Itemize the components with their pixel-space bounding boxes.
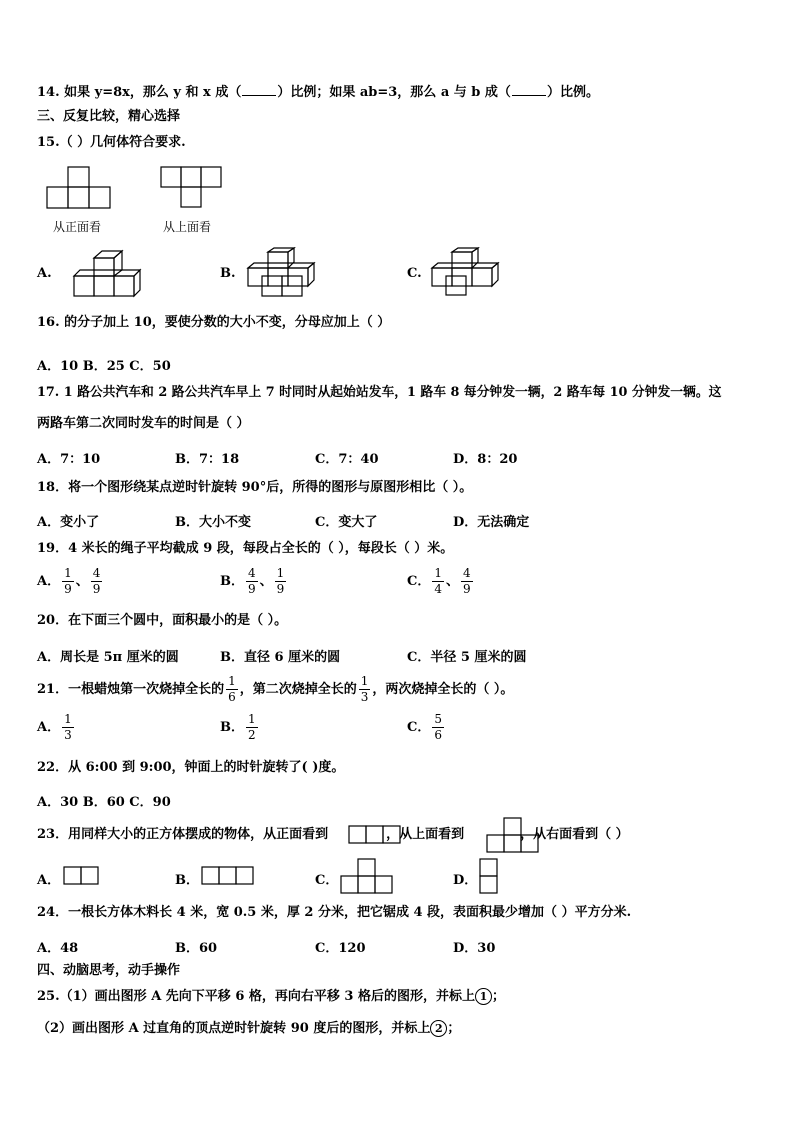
circled-number-2: 2	[430, 1020, 447, 1037]
q17-option-d[interactable]: D．8：20	[453, 452, 518, 467]
fraction: $\frac{1}{9}$	[276, 566, 285, 596]
question-17-line1: 17. 1 路公共汽车和 2 路公共汽车早上 7 时同时从起始站发车，1 路车 8 每分钟发一辆，2 路车每 10 分钟发一辆。这	[37, 385, 722, 400]
q21-text: ，第二次烧掉全长的	[239, 682, 357, 697]
fraction: $\frac{5}{6}$	[434, 712, 442, 742]
q17-option-a[interactable]: A．7：10	[37, 452, 101, 467]
fraction: $\frac{4}{9}$	[248, 566, 256, 596]
q23-option-b[interactable]: B．	[175, 873, 199, 888]
question-17-line2: 两路车第二次同时发车的时间是（ ）	[37, 416, 250, 431]
q23-option-b-figure	[201, 866, 257, 886]
question-20-stem: 20．在下面三个圆中，面积最小的是（ ）。	[37, 613, 288, 628]
q21-option-b[interactable]	[220, 712, 260, 743]
q15-option-c-solid	[432, 248, 502, 300]
separator: 、	[259, 574, 273, 589]
question-24-stem: 24．一根长方体木料长 4 米，宽 0.5 米，厚 2 分米，把它锯成 4 段，表面积最少增加（ ）平方分米.	[37, 905, 632, 920]
q23-top-view	[486, 817, 542, 853]
q25-text: 25.（1）画出图形 A 先向下平移 6 格，再向右平移 3 格后的图形，并标上	[37, 989, 475, 1004]
q23-option-c[interactable]: C．	[315, 873, 339, 888]
q20-option-a[interactable]: A．周长是 5π 厘米的圆	[37, 650, 179, 665]
q21-option-c[interactable]	[407, 712, 446, 743]
fraction: $\frac{1}{3}$	[64, 712, 72, 742]
q19-option-a[interactable]	[37, 566, 104, 597]
q18-option-b[interactable]: B．大小不变	[175, 515, 251, 530]
answer-blank[interactable]	[242, 84, 276, 96]
q21-text: ，两次烧掉全长的（ ）。	[372, 682, 514, 697]
answer-blank[interactable]	[512, 84, 546, 96]
option-letter: B．	[220, 720, 244, 735]
q22-options[interactable]: A．30 B．60 C．90	[37, 795, 171, 810]
option-letter: A．	[37, 574, 61, 589]
q16-options[interactable]: A．10 B．25 C．50	[37, 359, 171, 374]
option-letter: A．	[37, 720, 61, 735]
q18-option-c[interactable]: C．变大了	[315, 515, 378, 530]
q23-text: ，从右面看到（ ）	[520, 827, 629, 842]
q24-option-c[interactable]: C．120	[315, 941, 366, 956]
q25-text: ；	[492, 989, 506, 1004]
fraction: $\frac{4}{9}$	[92, 566, 101, 596]
option-letter: C．	[407, 720, 431, 735]
q20-option-c[interactable]: C．半径 5 厘米的圆	[407, 650, 527, 665]
front-view-label: 从正面看	[53, 220, 102, 234]
q19-option-c[interactable]	[407, 566, 475, 597]
q24-option-d[interactable]: D．30	[453, 941, 496, 956]
front-view-figure	[47, 166, 117, 210]
q24-option-b[interactable]: B．60	[175, 941, 218, 956]
q23-option-d-figure	[479, 858, 501, 896]
q14-text-a: 14. 如果 y=8x，那么 y 和 x 成（	[37, 85, 242, 100]
q23-option-a[interactable]: A．	[37, 873, 61, 888]
q23-front-view	[348, 825, 404, 845]
question-19-stem: 19．4 米长的绳子平均截成 9 段，每段占全长的（ ），每段长（ ）米。	[37, 541, 454, 556]
fraction: $\frac{1}{9}$	[64, 566, 72, 596]
q17-option-c[interactable]: C．7：40	[315, 452, 379, 467]
separator: 、	[446, 574, 460, 589]
fraction: $\frac{1}{4}$	[434, 566, 442, 596]
q21-text: 21．一根蜡烛第一次烧掉全长的	[37, 682, 225, 697]
section-4-heading: 四、动脑思考，动手操作	[37, 963, 181, 978]
question-18-stem: 18．将一个图形绕某点逆时针旋转 90°后，所得的图形与原图形相比（ ）。	[37, 480, 473, 495]
q24-option-a[interactable]: A．48	[37, 941, 79, 956]
question-16-stem: 16. 的分子加上 10，要使分数的大小不变，分母应加上（ ）	[37, 315, 391, 330]
q25-text: （2）画出图形 A 过直角的顶点逆时针旋转 90 度后的图形，并标上	[37, 1021, 431, 1036]
question-22-stem: 22．从 6:00 到 9:00，钟面上的时针旋转了( )度。	[37, 760, 345, 775]
question-15-stem: 15.（ ）几何体符合要求.	[37, 135, 186, 150]
fraction: $\frac{4}{9}$	[463, 566, 471, 596]
q15-option-a-solid	[72, 250, 142, 300]
question-25-part1	[37, 988, 505, 1005]
q19-option-b[interactable]	[220, 566, 288, 597]
q15-option-b[interactable]: B.	[220, 266, 236, 281]
q23-option-d[interactable]: D．	[453, 873, 478, 888]
q25-text: ；	[447, 1021, 461, 1036]
q23-text: ，从上面看到	[386, 827, 465, 842]
top-view-label: 从上面看	[163, 220, 212, 234]
q15-option-c[interactable]: C.	[407, 266, 422, 281]
q23-option-c-figure	[340, 858, 396, 896]
q23-option-a-figure	[63, 866, 103, 886]
q18-option-a[interactable]: A．变小了	[37, 515, 100, 530]
fraction: $\frac{1}{2}$	[248, 712, 256, 742]
circled-number-1: 1	[475, 988, 492, 1005]
fraction: $\frac{1}{6}$	[228, 674, 236, 704]
q17-option-b[interactable]: B．7：18	[175, 452, 240, 467]
q15-option-a[interactable]: A.	[37, 266, 52, 281]
fraction: $\frac{1}{3}$	[360, 674, 369, 704]
top-view-figure	[161, 166, 231, 210]
separator: 、	[75, 574, 89, 589]
option-letter: C．	[407, 574, 431, 589]
section-3-heading: 三、反复比较，精心选择	[37, 109, 181, 124]
q23-text: 23．用同样大小的正方体摆成的物体，从正面看到	[37, 827, 329, 842]
option-letter: B．	[220, 574, 244, 589]
q14-text-b: ）比例；如果 ab=3，那么 a 与 b 成（	[277, 85, 511, 100]
question-14	[37, 84, 599, 101]
q15-option-b-solid	[246, 248, 316, 300]
q20-option-b[interactable]: B．直径 6 厘米的圆	[220, 650, 341, 665]
q21-option-a[interactable]	[37, 712, 76, 743]
q14-text-c: ）比例。	[546, 85, 599, 100]
question-21-stem	[37, 674, 513, 705]
question-25-part2	[37, 1020, 460, 1037]
q18-option-d[interactable]: D．无法确定	[453, 515, 530, 530]
